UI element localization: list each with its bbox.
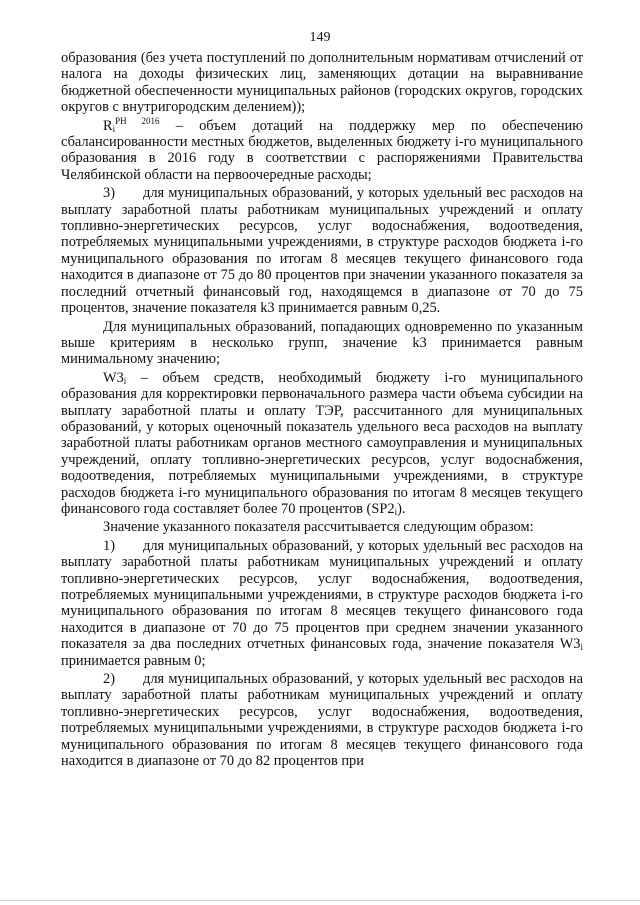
paragraph-multiple-groups: Для муниципальных образований, попадающих одновременно по указанным выше критериям в несколько групп, значение k3 принимается равным минимальному значению;	[61, 318, 583, 368]
paragraph-continuation: образования (без учета поступлений по дополнительным нормативам отчислений от налога на доходы физических лиц, заменяющих дотации на выравнивание бюджетной обеспеченности муниципальных районов (городских округов, городских округов с внутригородским делением));	[61, 50, 583, 116]
document-body	[61, 50, 583, 771]
w3-definition-end: ).	[397, 500, 406, 517]
item-1-number: 1)	[103, 537, 115, 554]
scan-edge-line	[0, 900, 640, 901]
paragraph-item-3	[61, 185, 583, 316]
r-definition-text: – объем дотаций на поддержку мер по обеспечению сбалансированности местных бюджетов, выделенных бюджету i-го муниципального образования в 2016 году в соответствии с распоряжениями Правительства Челябинской области на первоочередные расходы;	[61, 117, 583, 183]
item-3-number: 3)	[103, 185, 115, 202]
symbol-r: R	[103, 117, 113, 134]
sp2-subscript: i	[394, 506, 398, 517]
w3-definition-text: – объем средств, необходимый бюджету i-го муниципального образования для корректировки первоначального размера части объема субсидии на выплату заработной платы и оплату ТЭР, рассчитанного для муниципальных образований, у которых оценочный показатель удельного веса расходов на выплату заработной платы работникам органов местного самоуправления и муниципальных учреждений, оплату топливно-энергетических ресурсов, услуг водоснабжения, водоотведения, потребляемых муниципальными учреждениями, в структуре расходов бюджета i-го муниципального образования по итогам 8 месяцев текущего финансового года составляет более 70 процентов (SP2	[61, 369, 583, 517]
page-number: 149	[309, 30, 331, 45]
paragraph-w3-definition	[61, 370, 583, 518]
item-1-text: для муниципальных образований, у которых удельный вес расходов на выплату заработной платы работникам муниципальных учреждений и оплату топливно-энергетических ресурсов, услуг водоснабжения, водоотведения, потребляемых муниципальными учреждениями, в структуре расходов бюджета i-го муниципального образования по итогам 8 месяцев текущего финансового года находится в диапазоне от 70 до 75 процентов при среднем значении указанного показателя за два последних отчетных финансовых года, значение показателя W3	[61, 537, 583, 653]
paragraph-r-definition	[61, 115, 583, 184]
item-2-number: 2)	[103, 671, 115, 688]
paragraph-item-2	[61, 671, 583, 769]
symbol-w3-subscript: i	[123, 375, 127, 386]
paragraph-calculation-intro: Значение указанного показателя рассчитывается следующим образом:	[103, 519, 534, 536]
item-2-text: для муниципальных образований, у которых удельный вес расходов на выплату заработной платы работникам муниципальных учреждений и оплату топливно-энергетических ресурсов, услуг водоснабжения, водоотведения, потребляемых муниципальными учреждениями, в структуре расходов бюджета i-го муниципального образования по итогам 8 месяцев текущего финансового года находится в диапазоне от 70 до 82 процентов при	[61, 671, 583, 770]
item-1-subscript: i	[580, 642, 583, 653]
symbol-r-subscript: i	[112, 123, 116, 134]
paragraph-item-1	[61, 538, 583, 669]
item-3-text: для муниципальных образований, у которых удельный вес расходов на выплату заработной платы работникам муниципальных учреждений и оплату топливно-энергетических ресурсов, услуг водоснабжения, водоотведения, потребляемых муниципальными учреждениями, в структуре расходов бюджета i-го муниципального образования по итогам 8 месяцев текущего финансового года находится в диапазоне от 75 до 80 процентов при значении указанного показателя за последний отчетный финансовый год, находящемся в диапазоне от 70 до 75 процентов, значение показателя k3 принимается равным 0,25.	[61, 185, 583, 317]
symbol-r-superscript: РН 2016	[115, 115, 160, 126]
symbol-w3: W3	[103, 369, 124, 386]
item-1-end: принимается равным 0;	[61, 652, 206, 669]
